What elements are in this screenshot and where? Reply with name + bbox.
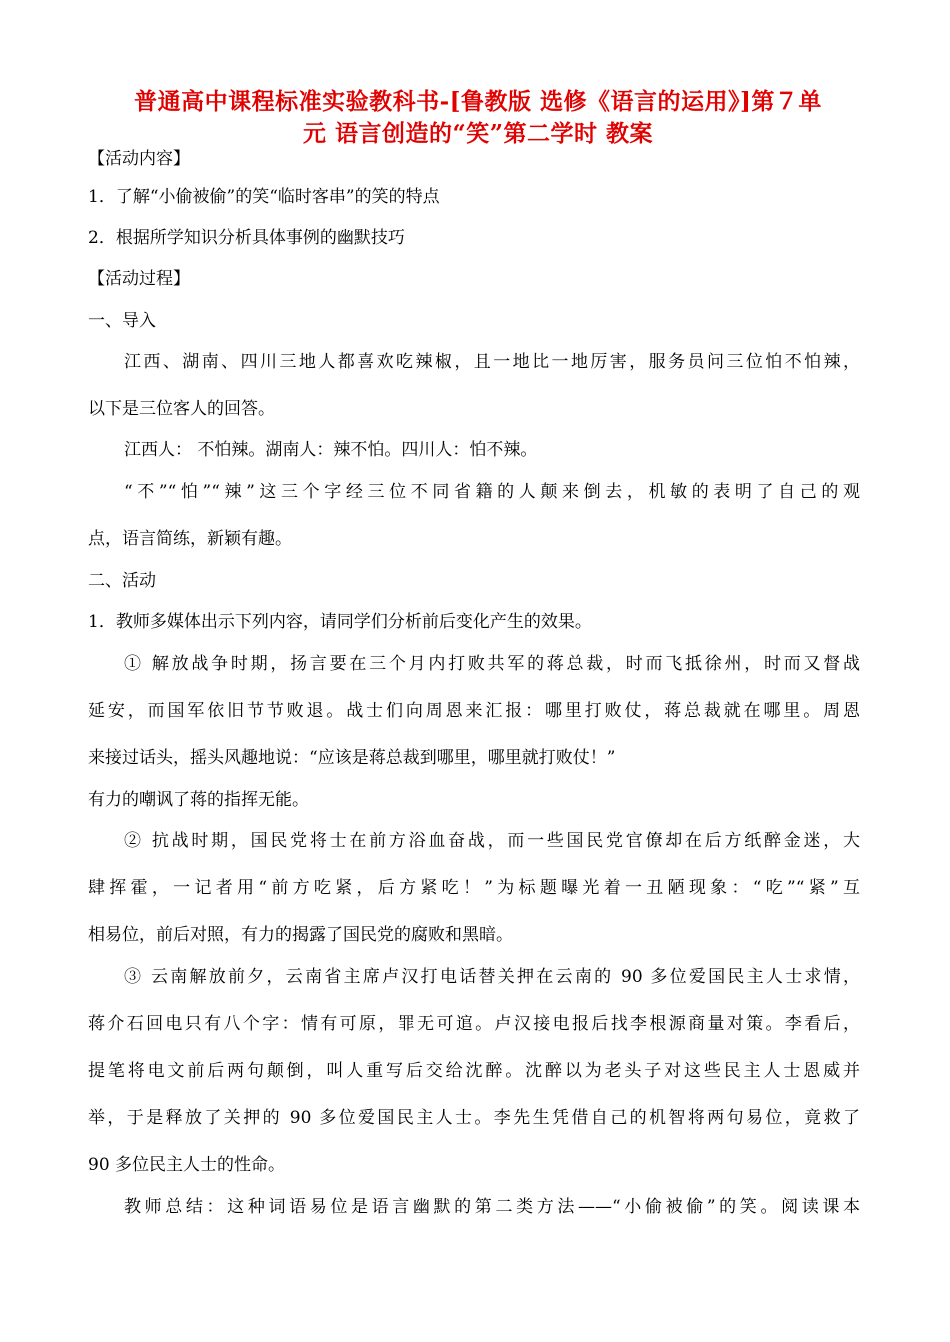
- intro-paragraph-3-line-1: “不”“怕”“辣”这三个字经三位不同省籍的人颠来倒去，机敏的表明了自己的观: [124, 482, 860, 502]
- example-2-line-1: ② 抗战时期，国民党将士在前方浴血奋战，而一些国民党官僚却在后方纸醉金迷，大: [124, 831, 860, 851]
- example-2-line-3: 相易位，前后对照，有力的揭露了国民党的腐败和黑暗。: [88, 925, 513, 945]
- intro-paragraph-3-line-2: 点，语言简练，新颖有趣。: [88, 529, 292, 549]
- heading-activity-content: 【活动内容】: [88, 149, 190, 169]
- example-3-line-2: 蒋介石回电只有八个字：情有可原，罪无可逭。卢汉接电报后找李根源商量对策。李看后，: [88, 1014, 860, 1034]
- example-3-line-4: 举，于是释放了关押的 90 多位爱国民主人士。李先生凭借自己的机智将两句易位，竟救了: [88, 1108, 860, 1128]
- example-3-line-3: 提笔将电文前后两句颠倒，叫人重写后交给沈醉。沈醉以为老头子对这些民主人士恩威并: [88, 1061, 860, 1081]
- intro-paragraph-1-line-2: 以下是三位客人的回答。: [88, 399, 275, 419]
- section-1-title: 一、导入: [88, 311, 156, 331]
- example-2-line-2: 肆挥霍，一记者用“前方吃紧，后方紧吃！”为标题曝光着一丑陋现象：“吃”“紧”互: [88, 878, 860, 898]
- example-1-line-1: ① 解放战争时期，扬言要在三个月内打败共军的蒋总裁，时而飞抵徐州，时而又督战: [124, 654, 860, 674]
- content-item-1: 1．了解“小偷被偷”的笑“临时客串”的笑的特点: [88, 187, 440, 207]
- example-1-line-3: 来接过话头，摇头风趣地说：“应该是蒋总裁到哪里，哪里就打败仗！”: [88, 748, 616, 768]
- activity-1: 1．教师多媒体出示下列内容，请同学们分析前后变化产生的效果。: [88, 612, 592, 632]
- document-title-line-2: 元 语言创造的“笑”第二学时 教案: [303, 120, 653, 147]
- content-item-2: 2．根据所学知识分析具体事例的幽默技巧: [88, 228, 405, 248]
- example-3-line-5: 90 多位民主人士的性命。: [88, 1155, 286, 1175]
- heading-activity-process: 【活动过程】: [88, 269, 190, 289]
- example-1-line-2: 延安，而国军依旧节节败退。战士们向周恩来汇报：哪里打败仗，蒋总裁就在哪里。周恩: [88, 701, 860, 721]
- intro-paragraph-1-line-1: 江西、湖南、四川三地人都喜欢吃辣椒，且一地比一地厉害，服务员问三位怕不怕辣，: [124, 352, 860, 372]
- section-2-title: 二、活动: [88, 571, 156, 591]
- example-3-line-1: ③ 云南解放前夕，云南省主席卢汉打电话替关押在云南的 90 多位爱国民主人士求情，: [124, 967, 860, 987]
- document-title-line-1: 普通高中课程标准实验教科书-[鲁教版 选修《语言的运用》]第７单: [134, 88, 822, 115]
- intro-paragraph-2: 江西人： 不怕辣。湖南人：辣不怕。四川人：怕不辣。: [124, 440, 538, 460]
- example-1-line-4: 有力的嘲讽了蒋的指挥无能。: [88, 790, 309, 810]
- summary-line-1: 教师总结：这种词语易位是语言幽默的第二类方法——“小偷被偷”的笑。阅读课本: [124, 1197, 860, 1217]
